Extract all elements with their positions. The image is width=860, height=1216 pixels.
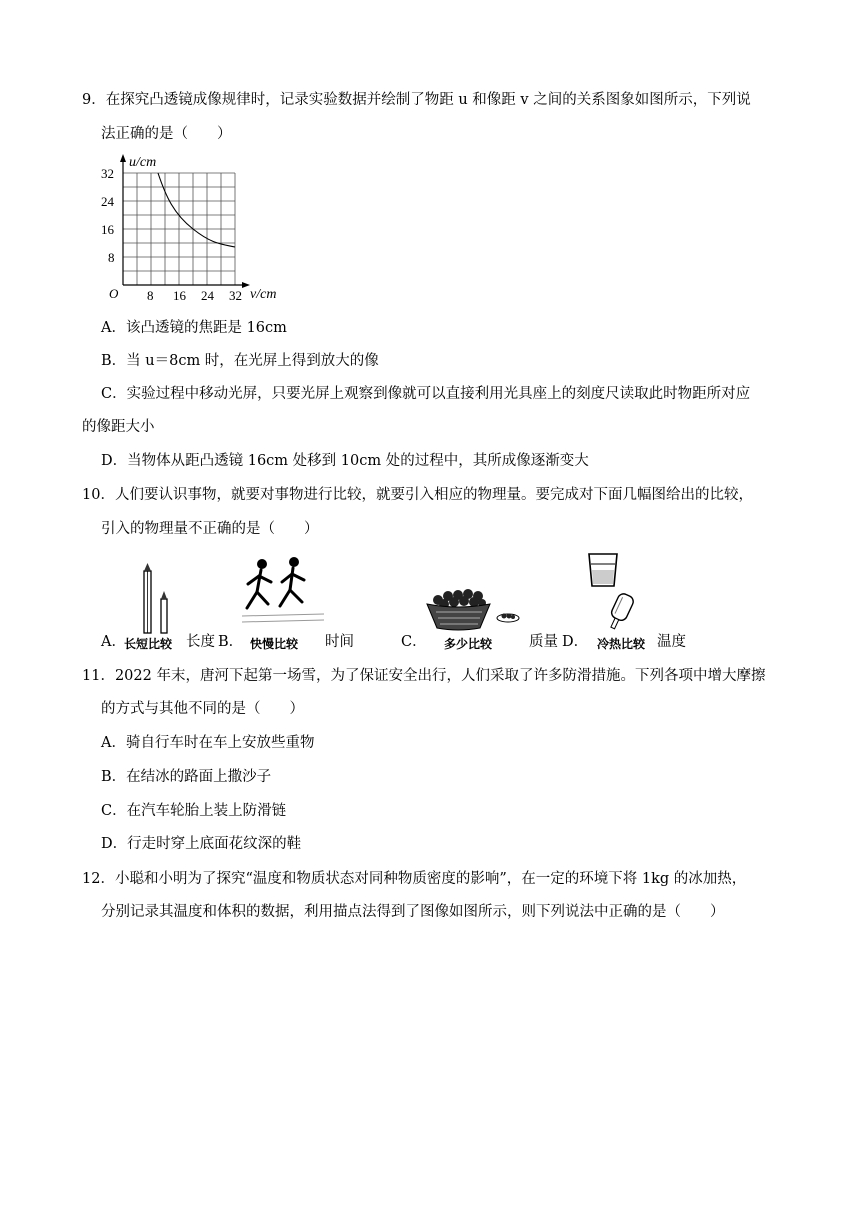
q9-option-b: B．当 u＝8cm 时，在光屏上得到放大的像: [101, 353, 379, 369]
q11-option-a: A．骑自行车时在车上安放些重物: [101, 735, 315, 751]
q10-stem-line2: 引入的物理量不正确的是（ ）: [101, 521, 319, 537]
q10-option-d-label: D．: [562, 634, 589, 650]
q9-option-a: A．该凸透镜的焦距是 16cm: [101, 320, 287, 336]
q10-stem-line1: 10．人们要认识事物，就要对事物进行比较，就要引入相应的物理量。要完成对下面几幅图给出的比较，: [82, 487, 753, 503]
q10-option-c-caption: 多少比较: [444, 637, 493, 651]
q9-stem-line1: 9．在探究凸透镜成像规律时，记录实验数据并绘制了物距 u 和像距 v 之间的关系图象如图所示，下列说: [82, 92, 751, 108]
q10-option-d-quantity: 温度: [657, 634, 686, 650]
q10-option-b-quantity: 时间: [325, 634, 354, 650]
x-axis-label: v/cm: [250, 287, 277, 302]
q9-stem-line2: 法正确的是（ ）: [101, 126, 232, 142]
y-tick: 8: [108, 250, 115, 265]
y-tick: 32: [101, 166, 114, 181]
origin-label: O: [109, 286, 119, 301]
q10-option-a-label: A．: [101, 634, 126, 650]
q9-option-d: D．当物体从距凸透镜 16cm 处移到 10cm 处的过程中，其所成像逐渐变大: [101, 453, 589, 469]
q10-option-a-quantity: 长度: [186, 634, 215, 650]
q12-stem-line1: 12．小聪和小明为了探究“温度和物质状态对同种物质密度的影响”，在一定的环境下将 1kg 的冰加热，: [82, 871, 747, 887]
q11-option-c: C．在汽车轮胎上装上防滑链: [101, 803, 287, 819]
x-axis-arrow: [242, 282, 250, 288]
q10-option-a-caption: 长短比较: [124, 637, 173, 651]
uv-curve: [158, 173, 235, 247]
q10-option-b-caption: 快慢比较: [250, 637, 299, 651]
x-tick: 24: [201, 288, 214, 302]
pencils-image: [128, 563, 178, 635]
q11-option-d: D．行走时穿上底面花纹深的鞋: [101, 836, 302, 852]
y-axis-label: u/cm: [129, 155, 157, 170]
q10-option-b-label: B．: [218, 634, 244, 650]
basket-image: [424, 588, 522, 632]
q11-option-b: B．在结冰的路面上撒沙子: [101, 769, 272, 785]
q10-option-c-label: C．: [401, 634, 427, 650]
q12-stem-line2: 分别记录其温度和体积的数据，利用描点法得到了图像如图所示，则下列说法中正确的是（ ）: [101, 904, 725, 920]
q10-option-c-quantity: 质量: [529, 634, 558, 650]
x-tick: 8: [147, 288, 154, 302]
q10-option-d-caption: 冷热比较: [597, 637, 646, 651]
q9-option-c-line2: 的像距大小: [82, 419, 155, 435]
q9-option-c-line1: C．实验过程中移动光屏，只要光屏上观察到像就可以直接利用光具座上的刻度尺读取此时物距所对应: [101, 386, 751, 402]
y-axis-arrow: [120, 154, 126, 162]
graph-grid: [123, 173, 235, 285]
cup-icepop-image: [584, 550, 640, 632]
q9-graph: [96, 152, 296, 302]
q11-stem-line2: 的方式与其他不同的是（ ）: [101, 701, 304, 717]
y-tick: 24: [101, 194, 114, 209]
q11-stem-line1: 11．2022 年末，唐河下起第一场雪，为了保证安全出行，人们采取了许多防滑措施。下列各项中增大摩擦: [82, 668, 766, 684]
y-tick: 16: [101, 222, 114, 237]
x-tick: 32: [229, 288, 242, 302]
runners-image: [242, 556, 324, 632]
x-tick: 16: [173, 288, 186, 302]
